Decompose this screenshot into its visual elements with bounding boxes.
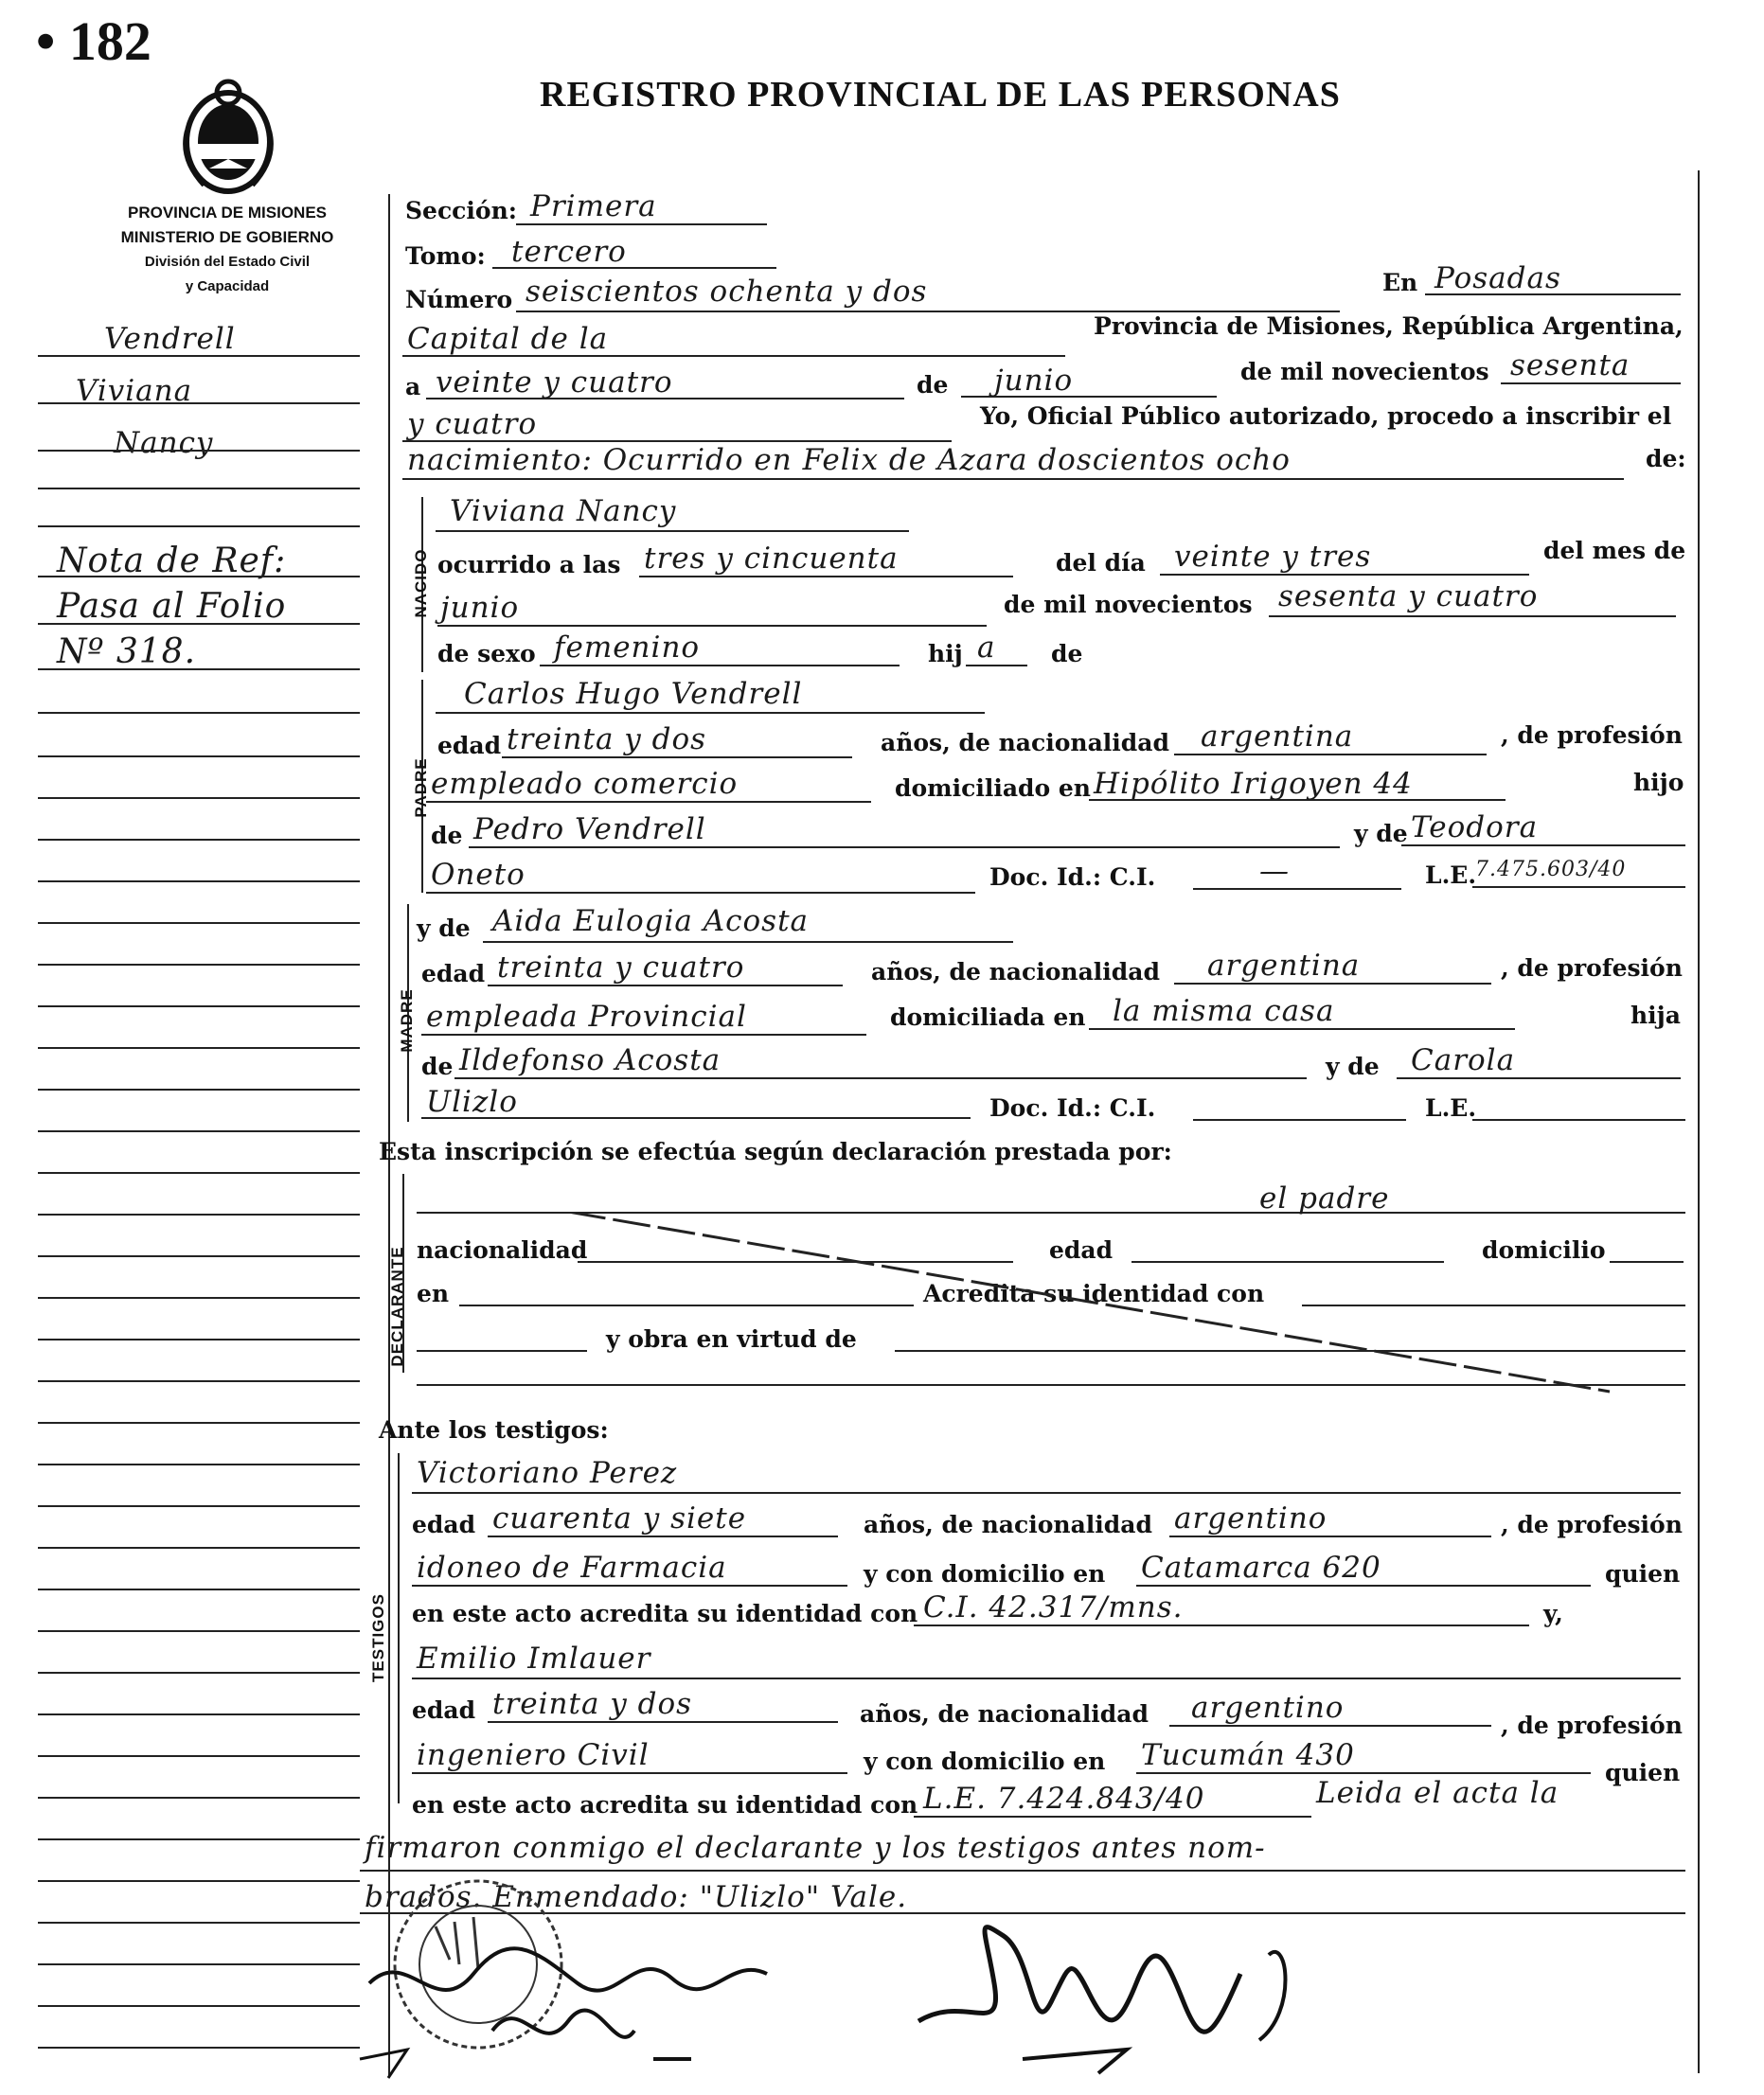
label-edad-decl: edad bbox=[1049, 1236, 1114, 1264]
value-anio-nac: sesenta y cuatro bbox=[1278, 579, 1539, 613]
value-anio1: sesenta bbox=[1510, 348, 1630, 382]
label-y-de-padre: y de bbox=[1354, 820, 1408, 847]
tab-nacido: NACIDO bbox=[412, 548, 430, 618]
label-provincia: Provincia de Misiones, República Argentina, bbox=[1094, 312, 1684, 340]
label-nacionalidad-decl: nacionalidad bbox=[417, 1236, 588, 1264]
value-padre-madre2: Oneto bbox=[431, 858, 526, 892]
value-testigo1-edad: cuarenta y siete bbox=[492, 1501, 747, 1536]
value-testigo1-documento: C.I. 42.317/mns. bbox=[923, 1590, 1184, 1625]
value-seccion: Primera bbox=[530, 189, 657, 223]
label-acredita: Acredita su identidad con bbox=[923, 1280, 1265, 1307]
tab-declarante: DECLARANTE bbox=[388, 1246, 406, 1367]
label-obra: y obra en virtud de bbox=[606, 1325, 857, 1353]
value-padre-madre: Teodora bbox=[1411, 810, 1539, 844]
document-title: REGISTRO PROVINCIAL DE LAS PERSONAS bbox=[540, 75, 1341, 115]
label-y-de-madre: y de bbox=[417, 914, 471, 942]
value-nombre-nacido: Viviana Nancy bbox=[450, 494, 677, 528]
value-tomo: tercero bbox=[511, 235, 627, 269]
label-profesion-madre: , de profesión bbox=[1501, 954, 1683, 982]
label-a: a bbox=[405, 373, 421, 400]
value-padre-nacionalidad: argentina bbox=[1201, 719, 1354, 754]
margin-name-line2: Viviana bbox=[76, 374, 193, 408]
label-edad-t2: edad bbox=[412, 1696, 476, 1724]
label-hijo: hijo bbox=[1633, 769, 1684, 796]
testigos-bracket bbox=[398, 1453, 400, 1803]
closing-line1: Leida el acta la bbox=[1316, 1776, 1559, 1810]
label-hija: hija bbox=[1630, 1002, 1681, 1029]
margin-ref-line3: Nº 318. bbox=[57, 632, 197, 671]
label-tomo: Tomo: bbox=[405, 242, 486, 270]
value-madre-madre: Carola bbox=[1411, 1043, 1516, 1077]
value-padre-le: 7.475.603/40 bbox=[1475, 858, 1627, 881]
value-mes-nac: junio bbox=[440, 591, 520, 625]
label-profesion-t2: , de profesión bbox=[1501, 1712, 1683, 1739]
value-testigo2-nacionalidad: argentino bbox=[1191, 1691, 1345, 1725]
folio-number bbox=[36, 9, 151, 73]
label-edad-t1: edad bbox=[412, 1511, 476, 1538]
office-division: División del Estado Civil bbox=[144, 254, 311, 270]
label-de-mil: de mil novecientos bbox=[1240, 358, 1489, 385]
value-testigo2-edad: treinta y dos bbox=[492, 1687, 693, 1721]
value-padre-ci: — bbox=[1259, 854, 1290, 888]
margin-name-line3: Nancy bbox=[114, 426, 214, 460]
value-madre-nombre: Aida Eulogia Acosta bbox=[492, 904, 810, 938]
value-padre-domicilio: Hipólito Irigoyen 44 bbox=[1094, 767, 1413, 801]
label-con-domicilio-t1: y con domicilio en bbox=[864, 1560, 1106, 1588]
value-testigo1-profesion: idoneo de Farmacia bbox=[417, 1551, 727, 1585]
tab-madre: MADRE bbox=[398, 988, 416, 1053]
label-anos-padre: años, de nacionalidad bbox=[881, 729, 1169, 756]
label-quien-t1: quien bbox=[1605, 1560, 1681, 1588]
value-sexo: femenino bbox=[554, 630, 701, 665]
label-con-domicilio-t2: y con domicilio en bbox=[864, 1748, 1106, 1775]
coat-of-arms-icon bbox=[175, 74, 281, 197]
value-madre-profesion: empleada Provincial bbox=[426, 1000, 747, 1034]
tab-padre: PADRE bbox=[412, 757, 430, 818]
label-del-dia: del día bbox=[1056, 549, 1146, 577]
office-province: PROVINCIA DE MISIONES bbox=[127, 204, 327, 222]
label-yo-oficial: Yo, Oficial Público autorizado, procedo a inscribir el bbox=[980, 402, 1672, 430]
label-de-mil-nac: de mil novecientos bbox=[1004, 591, 1253, 618]
label-de-madre-de: de bbox=[421, 1053, 454, 1080]
margin-name-line1: Vendrell bbox=[104, 322, 236, 356]
label-sexo: de sexo bbox=[437, 640, 536, 667]
value-sufijo: a bbox=[977, 630, 996, 665]
value-dia-nac: veinte y tres bbox=[1174, 540, 1372, 574]
label-de-colon: de: bbox=[1646, 445, 1686, 472]
label-domiciliada: domiciliada en bbox=[890, 1003, 1086, 1031]
label-domiciliado: domiciliado en bbox=[895, 774, 1091, 802]
label-doc-padre: Doc. Id.: C.I. bbox=[989, 863, 1156, 891]
value-madre-madre2: Ulizlo bbox=[426, 1085, 518, 1119]
value-numero: seiscientos ochenta y dos bbox=[526, 275, 928, 309]
value-dia: veinte y cuatro bbox=[436, 365, 673, 399]
value-madre-edad: treinta y cuatro bbox=[497, 950, 745, 985]
label-profesion-padre: , de profesión bbox=[1501, 721, 1683, 749]
margin-ref-line2: Pasa al Folio bbox=[57, 587, 287, 626]
label-de-mes: de bbox=[917, 371, 949, 399]
main-right-border bbox=[1698, 170, 1700, 2073]
value-madre-padre: Ildefonso Acosta bbox=[459, 1043, 722, 1077]
label-de-hij: de bbox=[1051, 640, 1083, 667]
value-mes: junio bbox=[994, 364, 1074, 398]
label-ante-testigos: Ante los testigos: bbox=[379, 1416, 609, 1444]
value-testigo2-documento: L.E. 7.424.843/40 bbox=[923, 1782, 1205, 1816]
label-en: En bbox=[1382, 269, 1418, 296]
label-de-padre-de: de bbox=[431, 822, 463, 849]
label-numero: Número bbox=[405, 286, 513, 313]
main-left-border bbox=[388, 194, 390, 2078]
label-y-de-madre2: y de bbox=[1326, 1053, 1380, 1080]
signature-officer-icon bbox=[909, 1898, 1420, 2087]
tab-testigos: TESTIGOS bbox=[369, 1593, 387, 1682]
value-testigo1-nacionalidad: argentino bbox=[1174, 1501, 1327, 1536]
label-hij: hij bbox=[928, 640, 963, 667]
value-testigo2-domicilio: Tucumán 430 bbox=[1141, 1738, 1355, 1772]
label-anos-t2: años, de nacionalidad bbox=[860, 1700, 1149, 1728]
value-padre-edad: treinta y dos bbox=[507, 722, 707, 756]
value-madre-nacionalidad: argentina bbox=[1207, 949, 1361, 983]
label-profesion-t1: , de profesión bbox=[1501, 1511, 1683, 1538]
folio-bullet: • bbox=[36, 10, 56, 72]
label-doc-madre: Doc. Id.: C.I. bbox=[989, 1094, 1156, 1122]
closing-line2: firmaron conmigo el declarante y los testigos antes nom- bbox=[365, 1831, 1266, 1865]
value-testigo2-nombre: Emilio Imlauer bbox=[417, 1642, 651, 1676]
value-testigo1-domicilio: Catamarca 620 bbox=[1141, 1551, 1381, 1585]
label-le-padre: L.E. bbox=[1425, 861, 1477, 889]
label-anos-t1: años, de nacionalidad bbox=[864, 1511, 1152, 1538]
value-testigo2-profesion: ingeniero Civil bbox=[417, 1738, 650, 1772]
value-hora: tres y cincuenta bbox=[644, 542, 899, 576]
label-domicilio-decl: domicilio bbox=[1482, 1236, 1606, 1264]
signature-witnesses-icon bbox=[350, 1917, 824, 2087]
margin-ref-line1: Nota de Ref: bbox=[57, 542, 287, 580]
label-ocurrido: ocurrido a las bbox=[437, 551, 621, 578]
folio-number-text: 182 bbox=[68, 10, 151, 72]
label-anos-madre: años, de nacionalidad bbox=[871, 958, 1160, 985]
value-en: Posadas bbox=[1434, 261, 1561, 295]
value-padre-padre: Pedro Vendrell bbox=[473, 812, 706, 846]
label-acto-t2: en este acto acredita su identidad con bbox=[412, 1791, 918, 1819]
value-declarante: el padre bbox=[1259, 1181, 1390, 1216]
value-padre-nombre: Carlos Hugo Vendrell bbox=[464, 677, 803, 711]
label-quien-t2: quien bbox=[1605, 1759, 1681, 1786]
label-edad-madre: edad bbox=[421, 960, 486, 987]
value-padre-profesion: empleado comercio bbox=[431, 767, 739, 801]
closing-line3: brados. Enmendado: "Ulizlo" Vale. bbox=[365, 1880, 908, 1914]
label-y-comma: y, bbox=[1543, 1600, 1563, 1627]
label-acto-t1: en este acto acredita su identidad con bbox=[412, 1600, 918, 1627]
office-capacity: y Capacidad bbox=[185, 278, 270, 294]
label-le-madre: L.E. bbox=[1425, 1094, 1477, 1122]
label-edad-padre: edad bbox=[437, 732, 502, 759]
label-declaracion: Esta inscripción se efectúa según declaración prestada por: bbox=[379, 1138, 1172, 1165]
office-header bbox=[57, 201, 398, 299]
label-del-mes: del mes de bbox=[1543, 537, 1686, 564]
value-testigo1-nombre: Victoriano Perez bbox=[417, 1456, 678, 1490]
value-anio2: y cuatro bbox=[407, 407, 538, 441]
label-en-decl: en bbox=[417, 1280, 450, 1307]
value-madre-domicilio: la misma casa bbox=[1113, 994, 1335, 1028]
label-seccion: Sección: bbox=[405, 197, 517, 224]
office-ministry: MINISTERIO DE GOBIERNO bbox=[120, 228, 334, 246]
cancellation-stroke bbox=[568, 1212, 1704, 1401]
value-acta: nacimiento: Ocurrido en Felix de Azara doscientos ocho bbox=[407, 443, 1291, 477]
value-capital: Capital de la bbox=[407, 322, 609, 356]
